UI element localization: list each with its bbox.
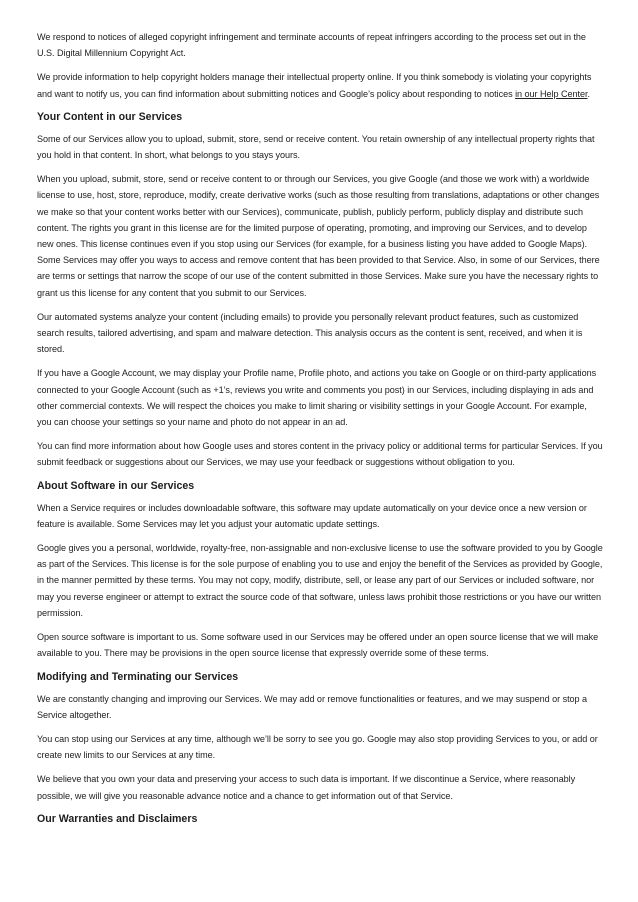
paragraph-open-source: Open source software is important to us. Some software used in our Services may be offered under an open source license that we will make available to you. There may be provisions in the open source license that expressly override some of these terms. xyxy=(37,632,599,659)
heading-software: About Software in our Services xyxy=(37,479,195,492)
paragraph-stop-using: You can stop using our Services at any time, although we’ll be sorry to see you go. Google may also stop providing Services to you, or add or create new limits to our Services at any time. xyxy=(37,733,598,761)
document-page xyxy=(37,29,603,833)
paragraph-more-information: You can find more information about how Google uses and stores content in the privacy policy or additional terms for particular Services. If you submit feedback or suggestions about our Services, we may use your feedback or suggestions without obligation to you. xyxy=(37,441,603,468)
help-center-link[interactable]: in our Help Center xyxy=(515,88,588,99)
paragraph-dmca: We respond to notices of alleged copyright infringement and terminate accounts of repeat infringers according to the process set out in the U.S. Digital Millennium Copyright Act. xyxy=(37,32,586,59)
heading-warranties: Our Warranties and Disclaimers xyxy=(37,812,198,825)
paragraph-software-license: Google gives you a personal, worldwide, royalty-free, non-assignable and non-exclusive license to use the software provided to you by Google as part of the Services. This license is for the sole purpose of enabling you to use and enjoy the benefit of the Services as provided by Google, in the manner permitted by these terms. You may not copy, modify, distribute, sell, or lease any part of our Services or included software, nor may you reverse engineer or attempt to extract the source code of that software, unless laws prohibit those restrictions or you have our written permission. xyxy=(37,543,603,618)
paragraph-copyright-help-end: . xyxy=(587,88,590,99)
paragraph-content-ownership: Some of our Services allow you to upload, submit, store, send or receive content. You retain ownership of any intellectual property rights that you hold in that content. In short, what belongs to you stays yours. xyxy=(37,133,595,161)
paragraph-copyright-help xyxy=(37,69,603,101)
heading-your-content: Your Content in our Services xyxy=(37,110,183,123)
paragraph-changing-services: We are constantly changing and improving our Services. We may add or remove functionalities or features, and we may suspend or stop a Service altogether. xyxy=(37,693,588,720)
paragraph-google-account-display: If you have a Google Account, we may display your Profile name, Profile photo, and actions you take on Google or on third-party applications connected to your Google Account (such as +1’s, reviews you write and comments you post) in our Services, including displaying in ads and other commercial contexts. We will respect the choices you make to limit sharing or visibility settings in your Google Account. For example, you can choose your settings so your name and photo do not appear in an ad. xyxy=(37,368,597,428)
paragraph-software-updates: When a Service requires or includes downloadable software, this software may update automatically on your device once a new version or feature is available. Some Services may let you adjust your automatic update settings. xyxy=(37,502,587,529)
paragraph-data-access: We believe that you own your data and preserving your access to such data is important. If we discontinue a Service, where reasonably possible, we will give you reasonable advance notice and a chance to get information out of that Service. xyxy=(37,774,576,801)
paragraph-content-license: When you upload, submit, store, send or receive content to or through our Services, you give Google (and those we work with) a worldwide license to use, host, store, reproduce, modify, create derivative works (such as those resulting from translations, adaptations or other changes we make so that your content works better with our Services), communicate, publish, publicly perform, publicly display and distribute such content. The rights you grant in this license are for the limited purpose of operating, promoting, and improving our Services, and to develop new ones. This license continues even if you stop using our Services (for example, for a business listing you have added to Google Maps). Some Services may offer you ways to access and remove content that has been provided to that Service. Also, in some of our Services, there are terms or settings that narrow the scope of our use of the content submitted in those Services. Make sure you have the necessary rights to grant us this license for any content that you submit to our Services. xyxy=(37,174,600,298)
paragraph-automated-analysis: Our automated systems analyze your content (including emails) to provide you personally relevant product features, such as customized search results, tailored advertising, and spam and malware detection. This analysis occurs as the content is sent, received, and when it is stored. xyxy=(37,311,583,355)
heading-modifying-terminating: Modifying and Terminating our Services xyxy=(37,670,239,683)
paragraph-copyright-help-text: We provide information to help copyright holders manage their intellectual property online. If you think somebody is violating your copyrights and want to notify us, you can find information about submitting notices and Google’s policy about responding to notices xyxy=(37,72,592,99)
